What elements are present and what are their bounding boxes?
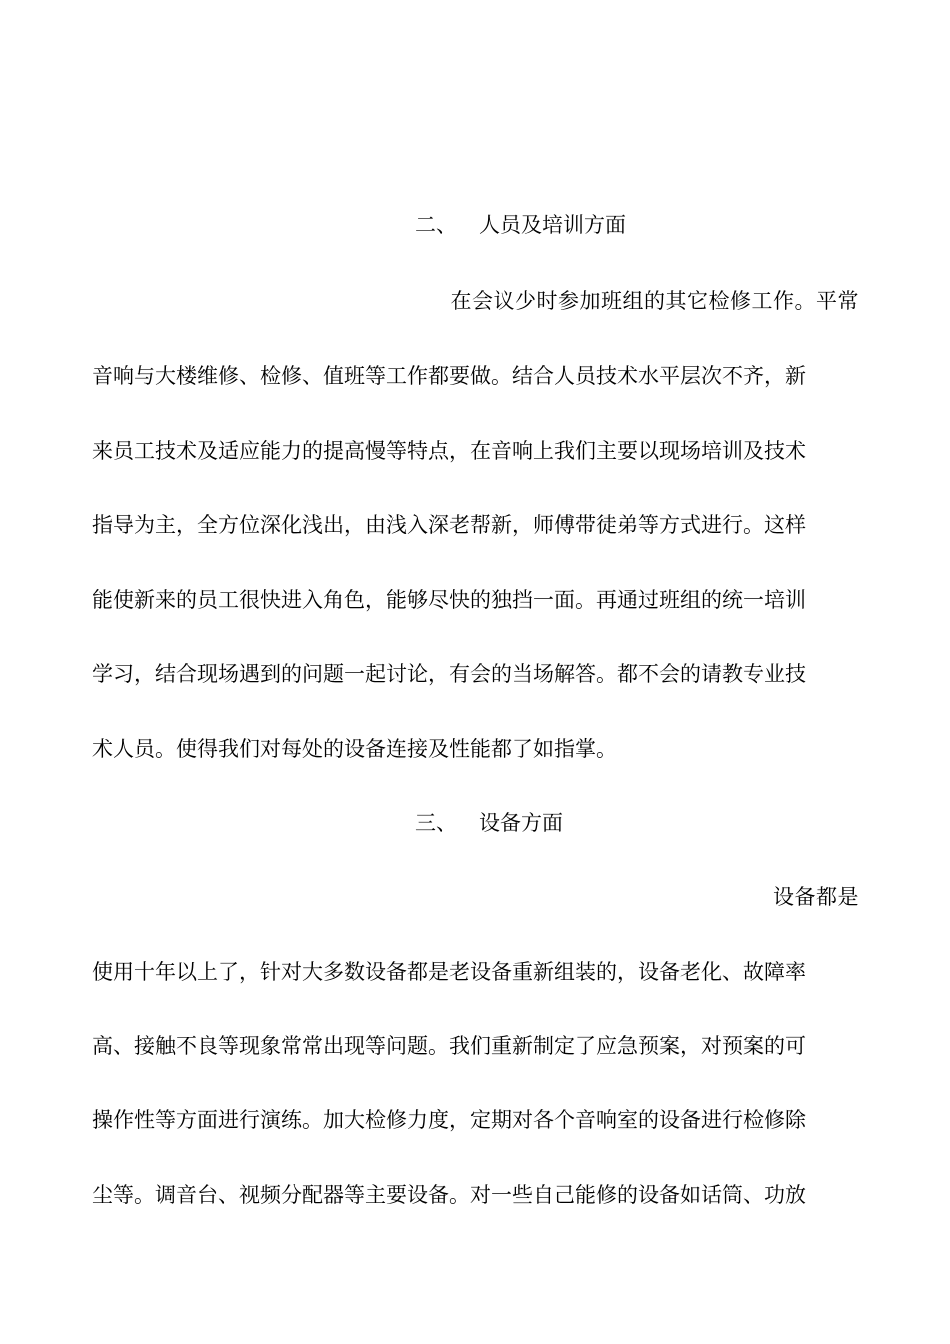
paragraph-line: 使用十年以上了，针对大多数设备都是老设备重新组装的，设备老化、故障率: [92, 960, 806, 984]
paragraph-line: 在会议少时参加班组的其它检修工作。平常: [450, 289, 859, 313]
section-number: 二、: [415, 213, 457, 237]
paragraph-line: 术人员。使得我们对每处的设备连接及性能都了如指掌。: [92, 737, 617, 761]
paragraph-line: 设备都是: [773, 885, 859, 909]
paragraph-line: 指导为主，全方位深化浅出，由浅入深老帮新，师傅带徒弟等方式进行。这样: [92, 513, 806, 537]
section-title: 人员及培训方面: [479, 213, 626, 237]
paragraph-line: 能使新来的员工很快进入角色，能够尽快的独挡一面。再通过班组的统一培训: [92, 588, 806, 612]
section-heading-equipment: [415, 808, 563, 838]
paragraph-line: 操作性等方面进行演练。加大检修力度，定期对各个音响室的设备进行检修除: [92, 1108, 806, 1132]
paragraph-line: 音响与大楼维修、检修、值班等工作都要做。结合人员技术水平层次不齐，新: [92, 364, 806, 388]
paragraph-line: 尘等。调音台、视频分配器等主要设备。对一些自己能修的设备如话筒、功放: [92, 1183, 806, 1207]
paragraph-line: 来员工技术及适应能力的提高慢等特点，在音响上我们主要以现场培训及技术: [92, 439, 806, 463]
section-title: 设备方面: [479, 811, 563, 835]
paragraph-line: 高、接触不良等现象常常出现等问题。我们重新制定了应急预案，对预案的可: [92, 1034, 806, 1058]
section-number: 三、: [415, 811, 457, 835]
section-heading-personnel: [415, 210, 626, 240]
paragraph-line: 学习，结合现场遇到的问题一起讨论，有会的当场解答。都不会的请教专业技: [92, 662, 806, 686]
